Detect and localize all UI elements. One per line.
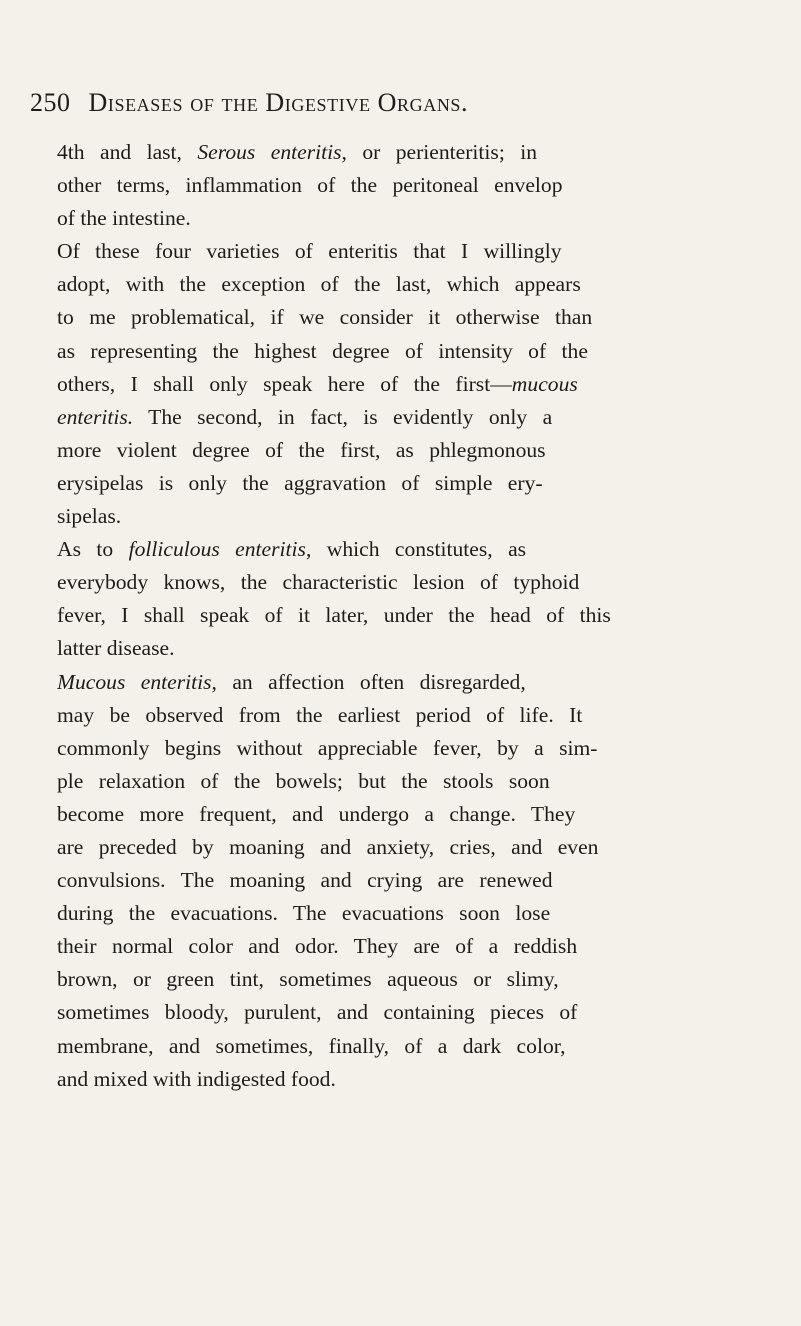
text-line	[57, 699, 782, 732]
text-span: brown, or green tint, sometimes aqueous or slimy,	[57, 967, 559, 992]
text-line	[57, 963, 782, 996]
text-span: , an affection often disregarded,	[211, 669, 526, 694]
body-text	[57, 136, 782, 1096]
text-line	[57, 632, 782, 665]
text-line	[57, 566, 782, 599]
text-span: convulsions. The moaning and crying are renewed	[57, 868, 553, 893]
text-line	[57, 765, 782, 798]
text-span: adopt, with the exception of the last, which appears	[57, 272, 581, 297]
text-line	[57, 401, 782, 434]
text-span: The second, in fact, is evidently only a	[133, 404, 553, 429]
text-span: become more frequent, and undergo a change. They	[57, 801, 576, 826]
text-line	[57, 533, 782, 566]
text-line	[57, 467, 782, 500]
text-line	[57, 136, 782, 169]
text-span: to me problematical, if we consider it otherwise than	[57, 305, 593, 330]
text-line	[57, 1063, 782, 1096]
text-span: as representing the highest degree of intensity of the	[57, 338, 588, 363]
text-span: and mixed with indigested food.	[57, 1066, 336, 1091]
text-line	[57, 798, 782, 831]
text-span: more violent degree of the first, as phlegmonous	[57, 437, 546, 462]
text-line	[57, 1030, 782, 1063]
text-span: their normal color and odor. They are of a reddish	[57, 934, 578, 959]
running-head	[30, 88, 790, 122]
text-line	[57, 666, 782, 699]
text-span: As to	[57, 537, 129, 562]
running-head-title: Diseases of the Digestive Organs.	[88, 88, 469, 117]
text-line	[57, 235, 782, 268]
text-span: of the intestine.	[57, 206, 191, 231]
text-span: ple relaxation of the bowels; but the stools soon	[57, 768, 550, 793]
text-span: fever, I shall speak of it later, under the head of this	[57, 603, 611, 628]
text-span: , which constitutes, as	[305, 537, 527, 562]
text-span: 4th and last,	[57, 140, 198, 164]
text-line	[57, 996, 782, 1029]
italic-text: mucous	[511, 371, 578, 396]
italic-text: folliculous enteritis	[128, 537, 306, 562]
text-line	[57, 301, 782, 334]
text-span: sipelas.	[57, 504, 122, 529]
text-span: , or perienteritis; in	[341, 140, 538, 164]
text-line	[57, 930, 782, 963]
text-line	[57, 864, 782, 897]
text-span: during the evacuations. The evacuations soon lose	[57, 901, 551, 926]
italic-text: Serous enteritis	[197, 140, 342, 164]
text-line	[57, 897, 782, 930]
text-line	[57, 169, 782, 202]
text-line	[57, 732, 782, 765]
text-span: erysipelas is only the aggravation of simple ery-	[57, 470, 543, 495]
text-span: Of these four varieties of enteritis that I willingly	[57, 239, 562, 264]
text-span: latter disease.	[57, 636, 175, 661]
italic-text: Mucous enteritis	[57, 669, 212, 694]
text-span: commonly begins without appreciable fever, by a sim-	[57, 735, 598, 760]
text-line	[57, 500, 782, 533]
page-number: 250	[30, 88, 71, 117]
text-span: membrane, and sometimes, finally, of a dark color,	[57, 1033, 566, 1058]
text-line	[57, 268, 782, 301]
text-span: other terms, inflammation of the peritoneal envelop	[57, 173, 563, 198]
text-span: everybody knows, the characteristic lesion of typhoid	[57, 570, 580, 595]
text-span: may be observed from the earliest period of life. It	[57, 702, 583, 727]
text-line	[57, 434, 782, 467]
text-line	[57, 335, 782, 368]
text-line	[57, 599, 782, 632]
text-span: others, I shall only speak here of the first—	[57, 371, 512, 396]
text-line	[57, 368, 782, 401]
text-span: sometimes bloody, purulent, and containing pieces of	[57, 1000, 578, 1025]
text-line	[57, 831, 782, 864]
text-span: are preceded by moaning and anxiety, cries, and even	[57, 834, 599, 859]
italic-text: enteritis.	[57, 404, 134, 429]
text-line	[57, 202, 782, 235]
